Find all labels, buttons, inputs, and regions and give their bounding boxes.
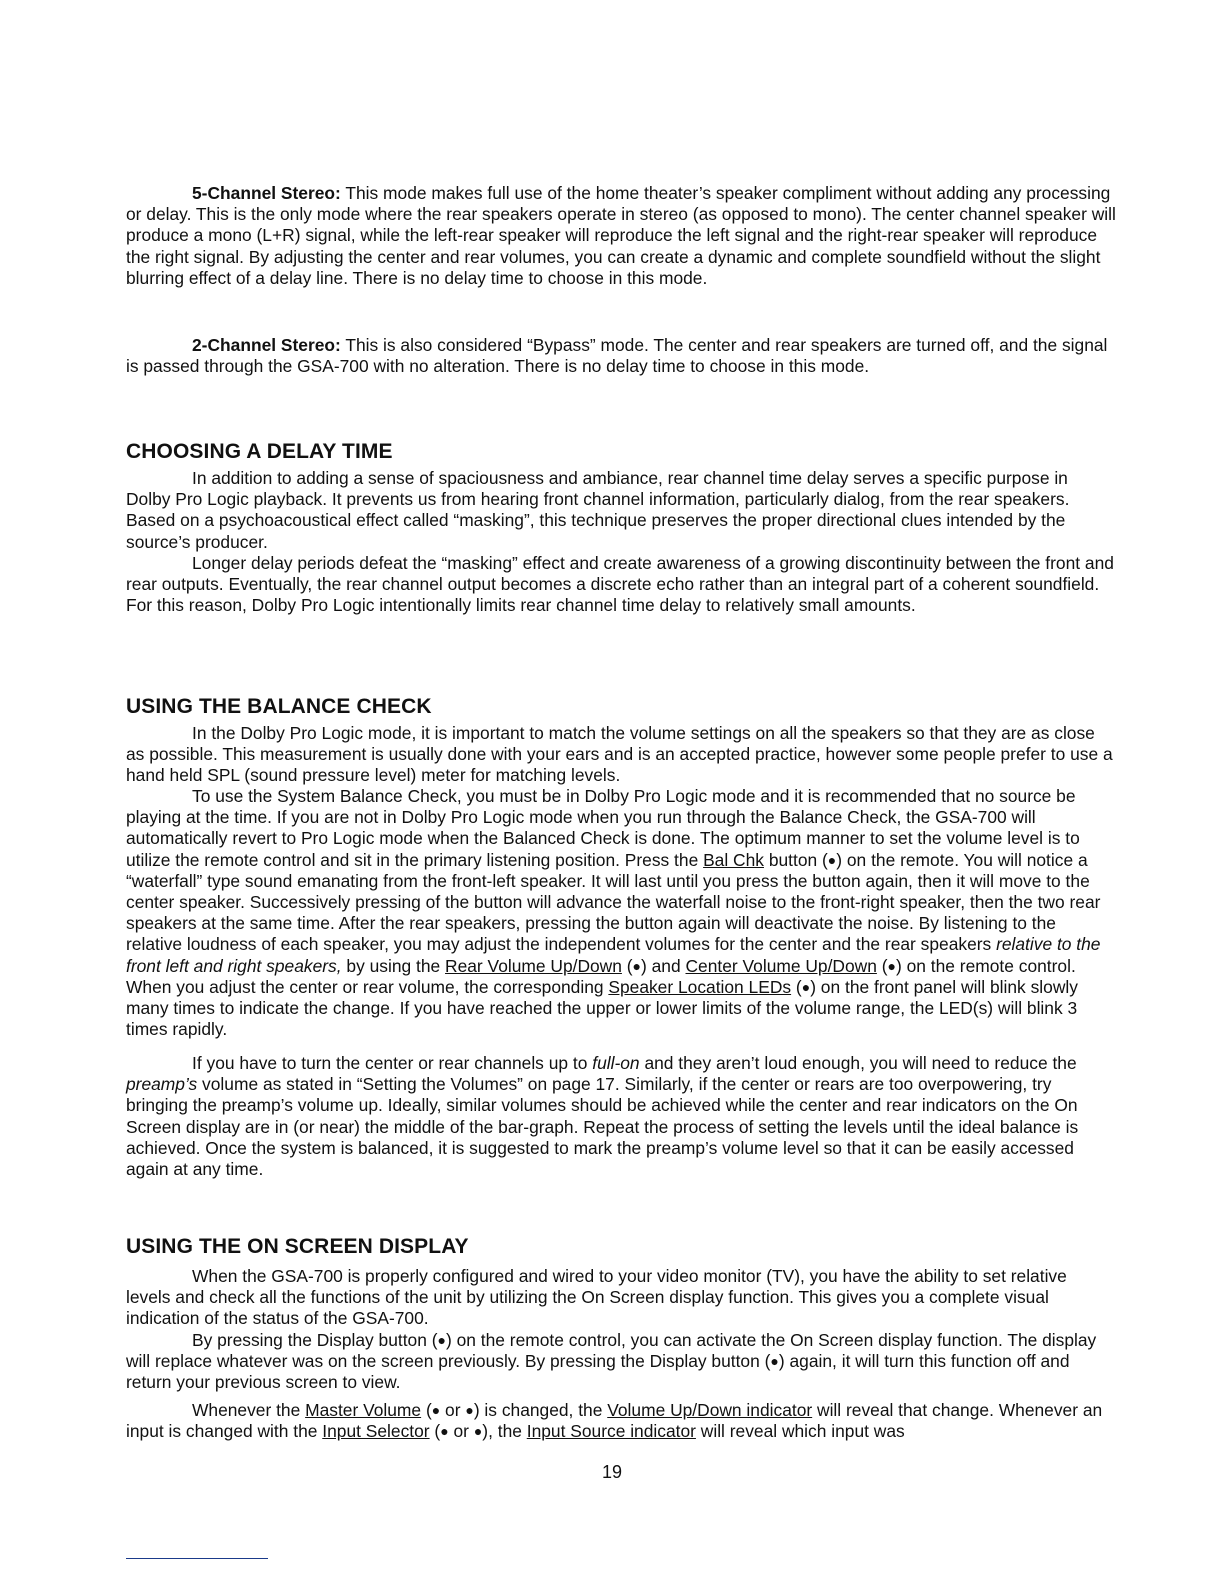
balance-text-f: ) and <box>641 955 686 976</box>
callout-bullet-icon: ● <box>801 978 811 995</box>
link-bal-chk: Bal Chk <box>703 849 764 870</box>
heading-on-screen-display: USING THE ON SCREEN DISPLAY <box>126 1235 469 1258</box>
osd-p3-d: will reveal that change. Whenever an input is changed with the <box>126 1400 1103 1442</box>
paragraph-delay-2: Longer delay periods defeat the “masking” effect and create awareness of a growing discontinuity between the front and rear outputs. Eventually, the rear channel output becomes a discrete echo rather than an integral part of a coherent soundfield. For this reason, Dolby Pro Logic intentionally limits rear channel time delay to relatively small amounts. <box>126 553 1114 616</box>
callout-bullet-icon: ● <box>437 1332 446 1348</box>
balance-p3-italic-full-on: full-on <box>592 1053 640 1073</box>
balance-italic: relative to the front left and right speakers, <box>126 934 1101 976</box>
osd-p3-a: Whenever the <box>192 1400 306 1420</box>
balance-text-b: button ( <box>763 849 828 870</box>
osd-p3-b: ( <box>421 1400 432 1420</box>
balance-text-a: To use the System Balance Check, you must be in Dolby Pro Logic mode and it is recommended that no source be playing at the time. If you are not in Dolby Pro Logic mode when you run through the Balance Check, the GSA-700 will automatically revert to Pro Logic mode when the Balanced Check is done. The optimum manner to set the volume level is to utilize the remote control and sit in the primary listening position. Press the <box>126 786 1080 870</box>
page-number: 19 <box>601 1462 623 1482</box>
balance-p3-c: volume as stated in “Setting the Volumes” on page 17. Similarly, if the center or rears are too overpowering, try bringing the preamp’s volume up. Ideally, similar volumes should be achieved while the center and rear indicators on the On Screen display are in (or near) the middle of the bar-graph. Repeat the process of setting the levels until the ideal balance is achieved. Once the system is balanced, it is suggested to mark the preamp’s volume level so that it can be easily accessed again at any time. <box>126 1074 1079 1180</box>
text-5-channel-stereo: This mode makes full use of the home theater’s speaker compliment without adding any processing or delay. This is the only mode where the rear speakers operate in stereo (as opposed to mono). The center channel speaker will produce a mono (L+R) signal, while the left-rear speaker will reproduce the left signal and the right-rear speaker will reproduce the right signal. By adjusting the center and rear volumes, you can create a dynamic and complete soundfield without the slight blurring effect of a delay line. There is no delay time to choose in this mode. <box>126 183 1116 288</box>
balance-text-j: ) on the front panel will blink slowly many times to indicate the change. If you have reached the upper or lower limits of the volume range, the LED(s) will blink 3 times rapidly. <box>126 976 1078 1040</box>
link-volume-indicator: Volume Up/Down indicator <box>607 1400 813 1420</box>
osd-p3-or-2: or <box>448 1421 474 1442</box>
callout-bullet-icon: ● <box>431 1402 441 1418</box>
balance-text-g: ( <box>876 955 888 976</box>
balance-text-e: ( <box>621 955 633 976</box>
callout-bullet-icon: ● <box>465 1402 474 1418</box>
balance-text-h: ) on the remote control. When you adjust the center or rear volume, the corresponding <box>126 955 1076 997</box>
paragraph-balance-1: In the Dolby Pro Logic mode, it is important to match the volume settings on all the speakers so that they are as close as possible. This measurement is usually done with your ears and is an accepted practice, however some people prefer to use a hand held SPL (sound pressure level) meter for matching levels. <box>126 723 1113 786</box>
heading-choosing-delay-time: CHOOSING A DELAY TIME <box>126 440 393 463</box>
callout-bullet-icon: ● <box>827 851 837 868</box>
paragraph-balance-3 <box>126 1053 1116 1180</box>
balance-text-i: ( <box>791 976 802 997</box>
paragraph-osd-1: When the GSA-700 is properly configured and wired to your video monitor (TV), you have the ability to set relative levels and check all the functions of the unit by utilizing the On Screen display function. This gives you a complete visual indication of the status of the GSA-700. <box>126 1266 1067 1329</box>
balance-p3-a: If you have to turn the center or rear channels up to <box>192 1053 593 1073</box>
link-input-selector: Input Selector <box>322 1421 430 1442</box>
link-input-source-indicator: Input Source indicator <box>526 1421 696 1442</box>
osd-p3-c: ) is changed, the <box>473 1400 608 1420</box>
callout-bullet-icon: ● <box>632 957 642 974</box>
callout-bullet-icon: ● <box>440 1423 449 1440</box>
callout-bullet-icon: ● <box>887 957 896 974</box>
callout-bullet-icon: ● <box>770 1353 779 1370</box>
link-rear-volume: Rear Volume Up/Down <box>445 955 622 976</box>
balance-text-c: ) on the remote. You will notice a “waterfall” type sound emanating from the front-left speaker. It will last until you press the button again, then it will move to the center speaker. Successively pressing of the button will advance the waterfall noise to the front-right speaker, then the two rear speakers at the same time. After the rear speakers, pressing the button again will deactivate the noise. By listening to the relative loudness of each speaker, you may adjust the independent volumes for the center and the rear speakers <box>126 849 1101 955</box>
footnote-rule <box>126 1558 268 1559</box>
callout-bullet-icon: ● <box>473 1423 483 1440</box>
balance-text-d: by using the <box>341 955 446 976</box>
osd-p3-f: ), the <box>482 1421 527 1442</box>
text-2-channel-stereo: This is also considered “Bypass” mode. The center and rear speakers are turned off, and the signal is passed through the GSA-700 with no alteration. There is no delay time to choose in this mode. <box>126 335 1108 377</box>
paragraph-5-channel-stereo <box>126 183 1116 289</box>
heading-balance-check: USING THE BALANCE CHECK <box>126 695 432 718</box>
paragraph-balance-2 <box>126 786 1116 1040</box>
paragraph-osd-3 <box>126 1400 1116 1442</box>
osd-p2-c: ) again, it will turn this function off and return your previous screen to view. <box>126 1351 1070 1393</box>
paragraph-osd-2 <box>126 1330 1116 1394</box>
osd-p3-g: will reveal which input was <box>695 1421 905 1442</box>
osd-p2-a: By pressing the Display button ( <box>192 1330 438 1350</box>
link-center-volume: Center Volume Up/Down <box>685 955 877 976</box>
osd-p3-or-1: or <box>440 1400 466 1420</box>
osd-p2-b: ) on the remote control, you can activate the On Screen display function. The display will replace whatever was on the screen previously. By pressing the Display button ( <box>126 1330 1097 1372</box>
term-5-channel-stereo: 5-Channel Stereo: <box>192 183 341 203</box>
paragraph-2-channel-stereo <box>126 335 1116 377</box>
term-2-channel-stereo: 2-Channel Stereo: <box>192 335 341 355</box>
osd-p3-e: ( <box>429 1421 441 1442</box>
link-speaker-location-leds: Speaker Location LEDs <box>608 976 792 997</box>
balance-p3-italic-preamps: preamp’s <box>126 1074 198 1095</box>
link-master-volume: Master Volume <box>305 1400 422 1420</box>
paragraph-delay-1: In addition to adding a sense of spaciousness and ambiance, rear channel time delay serves a specific purpose in Dolby Pro Logic playback. It prevents us from hearing front channel information, particularly dialog, from the rear speakers. Based on a psychoacoustical effect called “masking”, this technique preserves the proper directional clues intended by the source’s producer. <box>126 468 1070 552</box>
balance-p3-b: and they aren’t loud enough, you will need to reduce the <box>639 1053 1077 1073</box>
